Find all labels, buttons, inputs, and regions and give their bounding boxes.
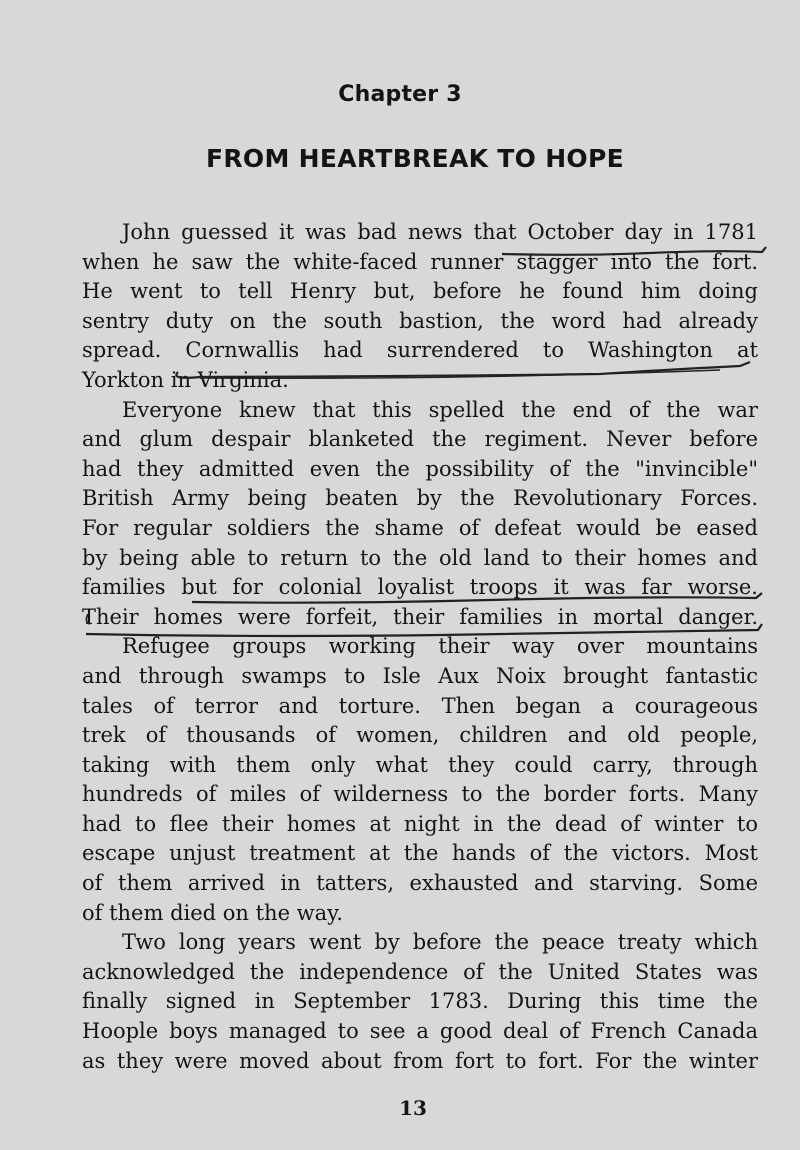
text-line: as they were moved about from fort to fort. For the winter (82, 1048, 758, 1073)
text-line: Everyone knew that this spelled the end of the war (122, 397, 758, 422)
text-line: when he saw the white-faced runner stagger into the fort. (82, 249, 758, 274)
text-line: tales of terror and torture. Then began a courageous (82, 693, 758, 718)
text-line: trek of thousands of women, children and old people, (82, 723, 758, 748)
text-line: escape unjust treatment at the hands of the victors. Most (82, 841, 758, 866)
body-text (82, 218, 758, 1076)
text-line: of them died on the way. (82, 900, 343, 925)
text-line: John guessed it was bad news that October day in 1781 (122, 220, 758, 244)
text-line: Hoople boys managed to see a good deal of French Canada (82, 1019, 758, 1044)
text-line: and through swamps to Isle Aux Noix brought fantastic (82, 663, 758, 688)
text-line: families but for colonial loyalist troops it was far worse. (82, 575, 758, 600)
text-line: and glum despair blanketed the regiment. Never before (82, 427, 758, 452)
text-line: by being able to return to the old land to their homes and (82, 545, 758, 570)
text-line: For regular soldiers the shame of defeat would be eased (82, 515, 758, 540)
text-line: Refugee groups working their way over mountains (122, 634, 758, 659)
text-line: hundreds of miles of wilderness to the border forts. Many (82, 782, 758, 807)
text-line: sentry duty on the south bastion, the word had already (82, 308, 758, 333)
text-line: Yorkton in Virginia. (82, 367, 289, 392)
text-line: Their homes were forfeit, their families in mortal danger. (82, 604, 758, 629)
text-line: spread. Cornwallis had surrendered to Washington at (82, 338, 758, 363)
chapter-title: FROM HEARTBREAK TO HOPE (206, 144, 624, 173)
text-line: finally signed in September 1783. During this time the (82, 989, 758, 1014)
text-line: British Army being beaten by the Revolutionary Forces. (82, 486, 758, 511)
text-line: acknowledged the independence of the United States was (82, 959, 758, 984)
text-line: had to flee their homes at night in the dead of winter to (82, 811, 758, 836)
chapter-label: Chapter 3 (338, 82, 462, 107)
text-line: He went to tell Henry but, before he found him doing (82, 279, 758, 304)
text-line: had they admitted even the possibility of the "invincible" (82, 456, 758, 481)
text-line: taking with them only what they could carry, through (82, 752, 758, 777)
page-number: 13 (399, 1096, 427, 1120)
text-line: of them arrived in tatters, exhausted and starving. Some (82, 871, 758, 896)
text-line: Two long years went by before the peace treaty which (122, 930, 758, 955)
